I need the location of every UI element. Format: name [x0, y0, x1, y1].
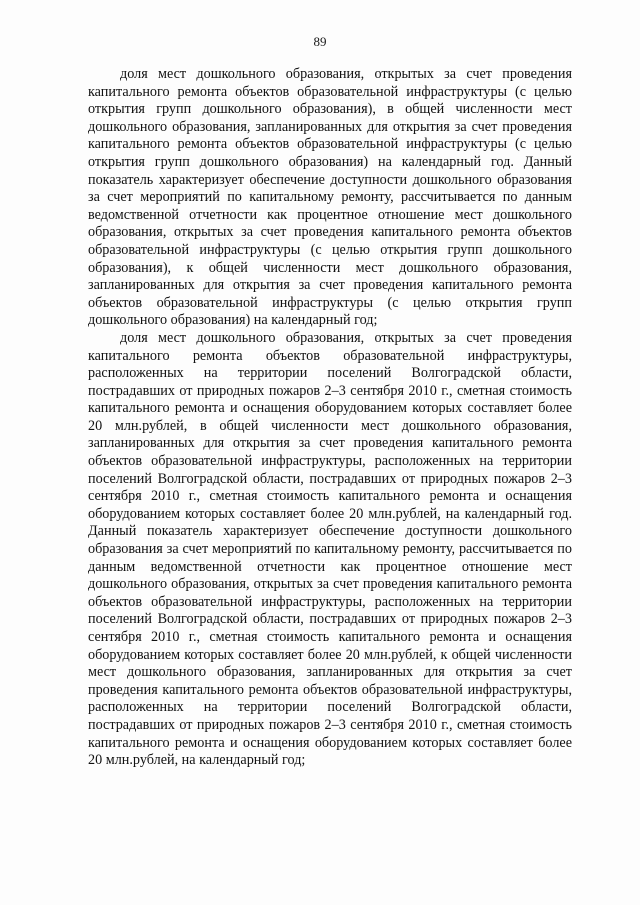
paragraph-2: доля мест дошкольного образования, открытых за счет проведения капитального ремонта объектов образовательной инфраструктуры, расположенных на территории поселений Волгоградской области, пострадавших от природных пожаров 2–3 сентября 2010 г., сметная стоимость капитального ремонта и оснащения оборудованием которых составляет более 20 млн.рублей, в общей численности мест дошкольного образования, запланированных для открытия за счет проведения капитального ремонта объектов образовательной инфраструктуры, расположенных на территории поселений Волгоградской области, пострадавших от природных пожаров 2–3 сентября 2010 г., сметная стоимость капитального ремонта и оснащения оборудованием которых составляет более 20 млн.рублей, на календарный год. Данный показатель характеризует обеспечение доступности дошкольного образования за счет мероприятий по капитальному ремонту, рассчитывается по данным ведомственной отчетности как процентное отношение мест дошкольного образования, открытых за счет проведения капитального ремонта объектов образовательной инфраструктуры, расположенных на территории поселений Волгоградской области, пострадавших от природных пожаров 2–3 сентября 2010 г., сметная стоимость капитального ремонта и оснащения оборудованием которых составляет более 20 млн.рублей, к общей численности мест дошкольного образования, запланированных для открытия за счет проведения капитального ремонта объектов образовательной инфраструктуры, расположенных на территории поселений Волгоградской области, пострадавших от природных пожаров 2–3 сентября 2010 г., сметная стоимость капитального ремонта и оснащения оборудованием которых составляет более 20 млн.рублей, на календарный год;	[88, 329, 572, 769]
paragraph-1: доля мест дошкольного образования, открытых за счет проведения капитального ремонта объектов образовательной инфраструктуры (с целью открытия групп дошкольного образования), в общей численности мест дошкольного образования, запланированных для открытия за счет проведения капитального ремонта объектов образовательной инфраструктуры (с целью открытия групп дошкольного образования) на календарный год. Данный показатель характеризует обеспечение доступности дошкольного образования за счет мероприятий по капитальному ремонту, рассчитывается по данным ведомственной отчетности как процентное отношение мест дошкольного образования, открытых за счет проведения капитального ремонта объектов образовательной инфраструктуры (с целью открытия групп дошкольного образования), к общей численности мест дошкольного образования, запланированных для открытия за счет проведения капитального ремонта объектов образовательной инфраструктуры (с целью открытия групп дошкольного образования) на календарный год;	[88, 66, 572, 329]
document-body	[88, 66, 572, 770]
page-number: 89	[313, 34, 327, 49]
